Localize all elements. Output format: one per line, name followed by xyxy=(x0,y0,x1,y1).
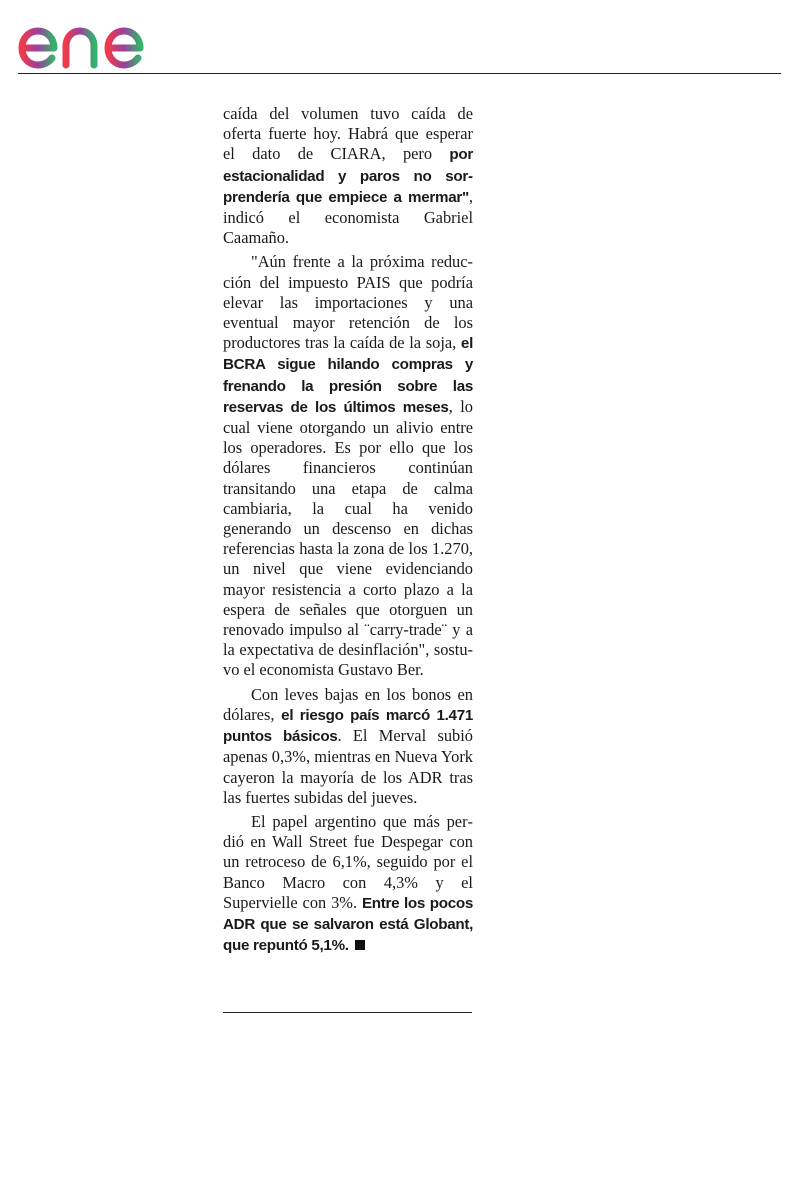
article-paragraph xyxy=(223,104,473,248)
body-text: , lo cual viene otorgando un alivio entre los operadores. Es por ello que los dólares financieros continúan transitando una etapa de calma cambiaria, la cual ha venido generando un descenso en dichas referencias hasta la zona de los 1.270, un nivel que viene evidenciando mayor resistencia a corto plazo a la espera de señales que otorguen un renovado impulso al ¨carry-trade¨ y a la expectativa de desinflación", sostuvo el economista Gustavo Ber. xyxy=(223,396,474,680)
article-paragraph xyxy=(223,812,473,956)
body-text: , indicó el economista Gabriel Caamaño. xyxy=(223,186,473,248)
article-column xyxy=(223,104,473,956)
enel-logo xyxy=(14,4,184,72)
article-paragraph xyxy=(223,252,473,680)
body-text: "Aún frente a la próxima reducción del impuesto PAIS que podría elevar las importaciones y una eventual mayor retención de los productores tras la caída de la soja, xyxy=(223,252,473,353)
article-paragraph xyxy=(223,685,473,808)
bold-text: Entre los pocos ADR que se salvaron está Globant, que repuntó 5,1%. xyxy=(223,894,473,955)
bold-text: el riesgo país marcó 1.471 puntos básicos xyxy=(223,706,473,746)
bold-text: por estacionalidad y paros no sorprendería que empiece a mermar" xyxy=(223,146,473,206)
body-text: El papel argentino que más perdió en Wall Street fue Despegar con un retroceso de 6,1%, seguido por el Banco Macro con 4,3% y el Supervielle con 3%. xyxy=(223,811,473,912)
bold-text: el BCRA sigue hilando compras y frenando la presión sobre las reservas de los últimos meses xyxy=(223,335,473,416)
header-rule xyxy=(18,73,781,74)
body-text: Con leves bajas en los bonos en dólares, xyxy=(223,684,473,724)
footer-rule xyxy=(223,1012,472,1013)
enel-logo-graphic xyxy=(14,4,184,72)
body-text: caída del volumen tuvo caída de oferta fuerte hoy. Habrá que esperar el dato de CIARA, pero xyxy=(223,104,473,164)
body-text: . El Merval subió apenas 0,3%, mientras en Nueva York cayeron la mayoría de los ADR tras las fuertes subidas del jueves. xyxy=(223,726,473,807)
end-of-article-mark xyxy=(355,940,365,950)
